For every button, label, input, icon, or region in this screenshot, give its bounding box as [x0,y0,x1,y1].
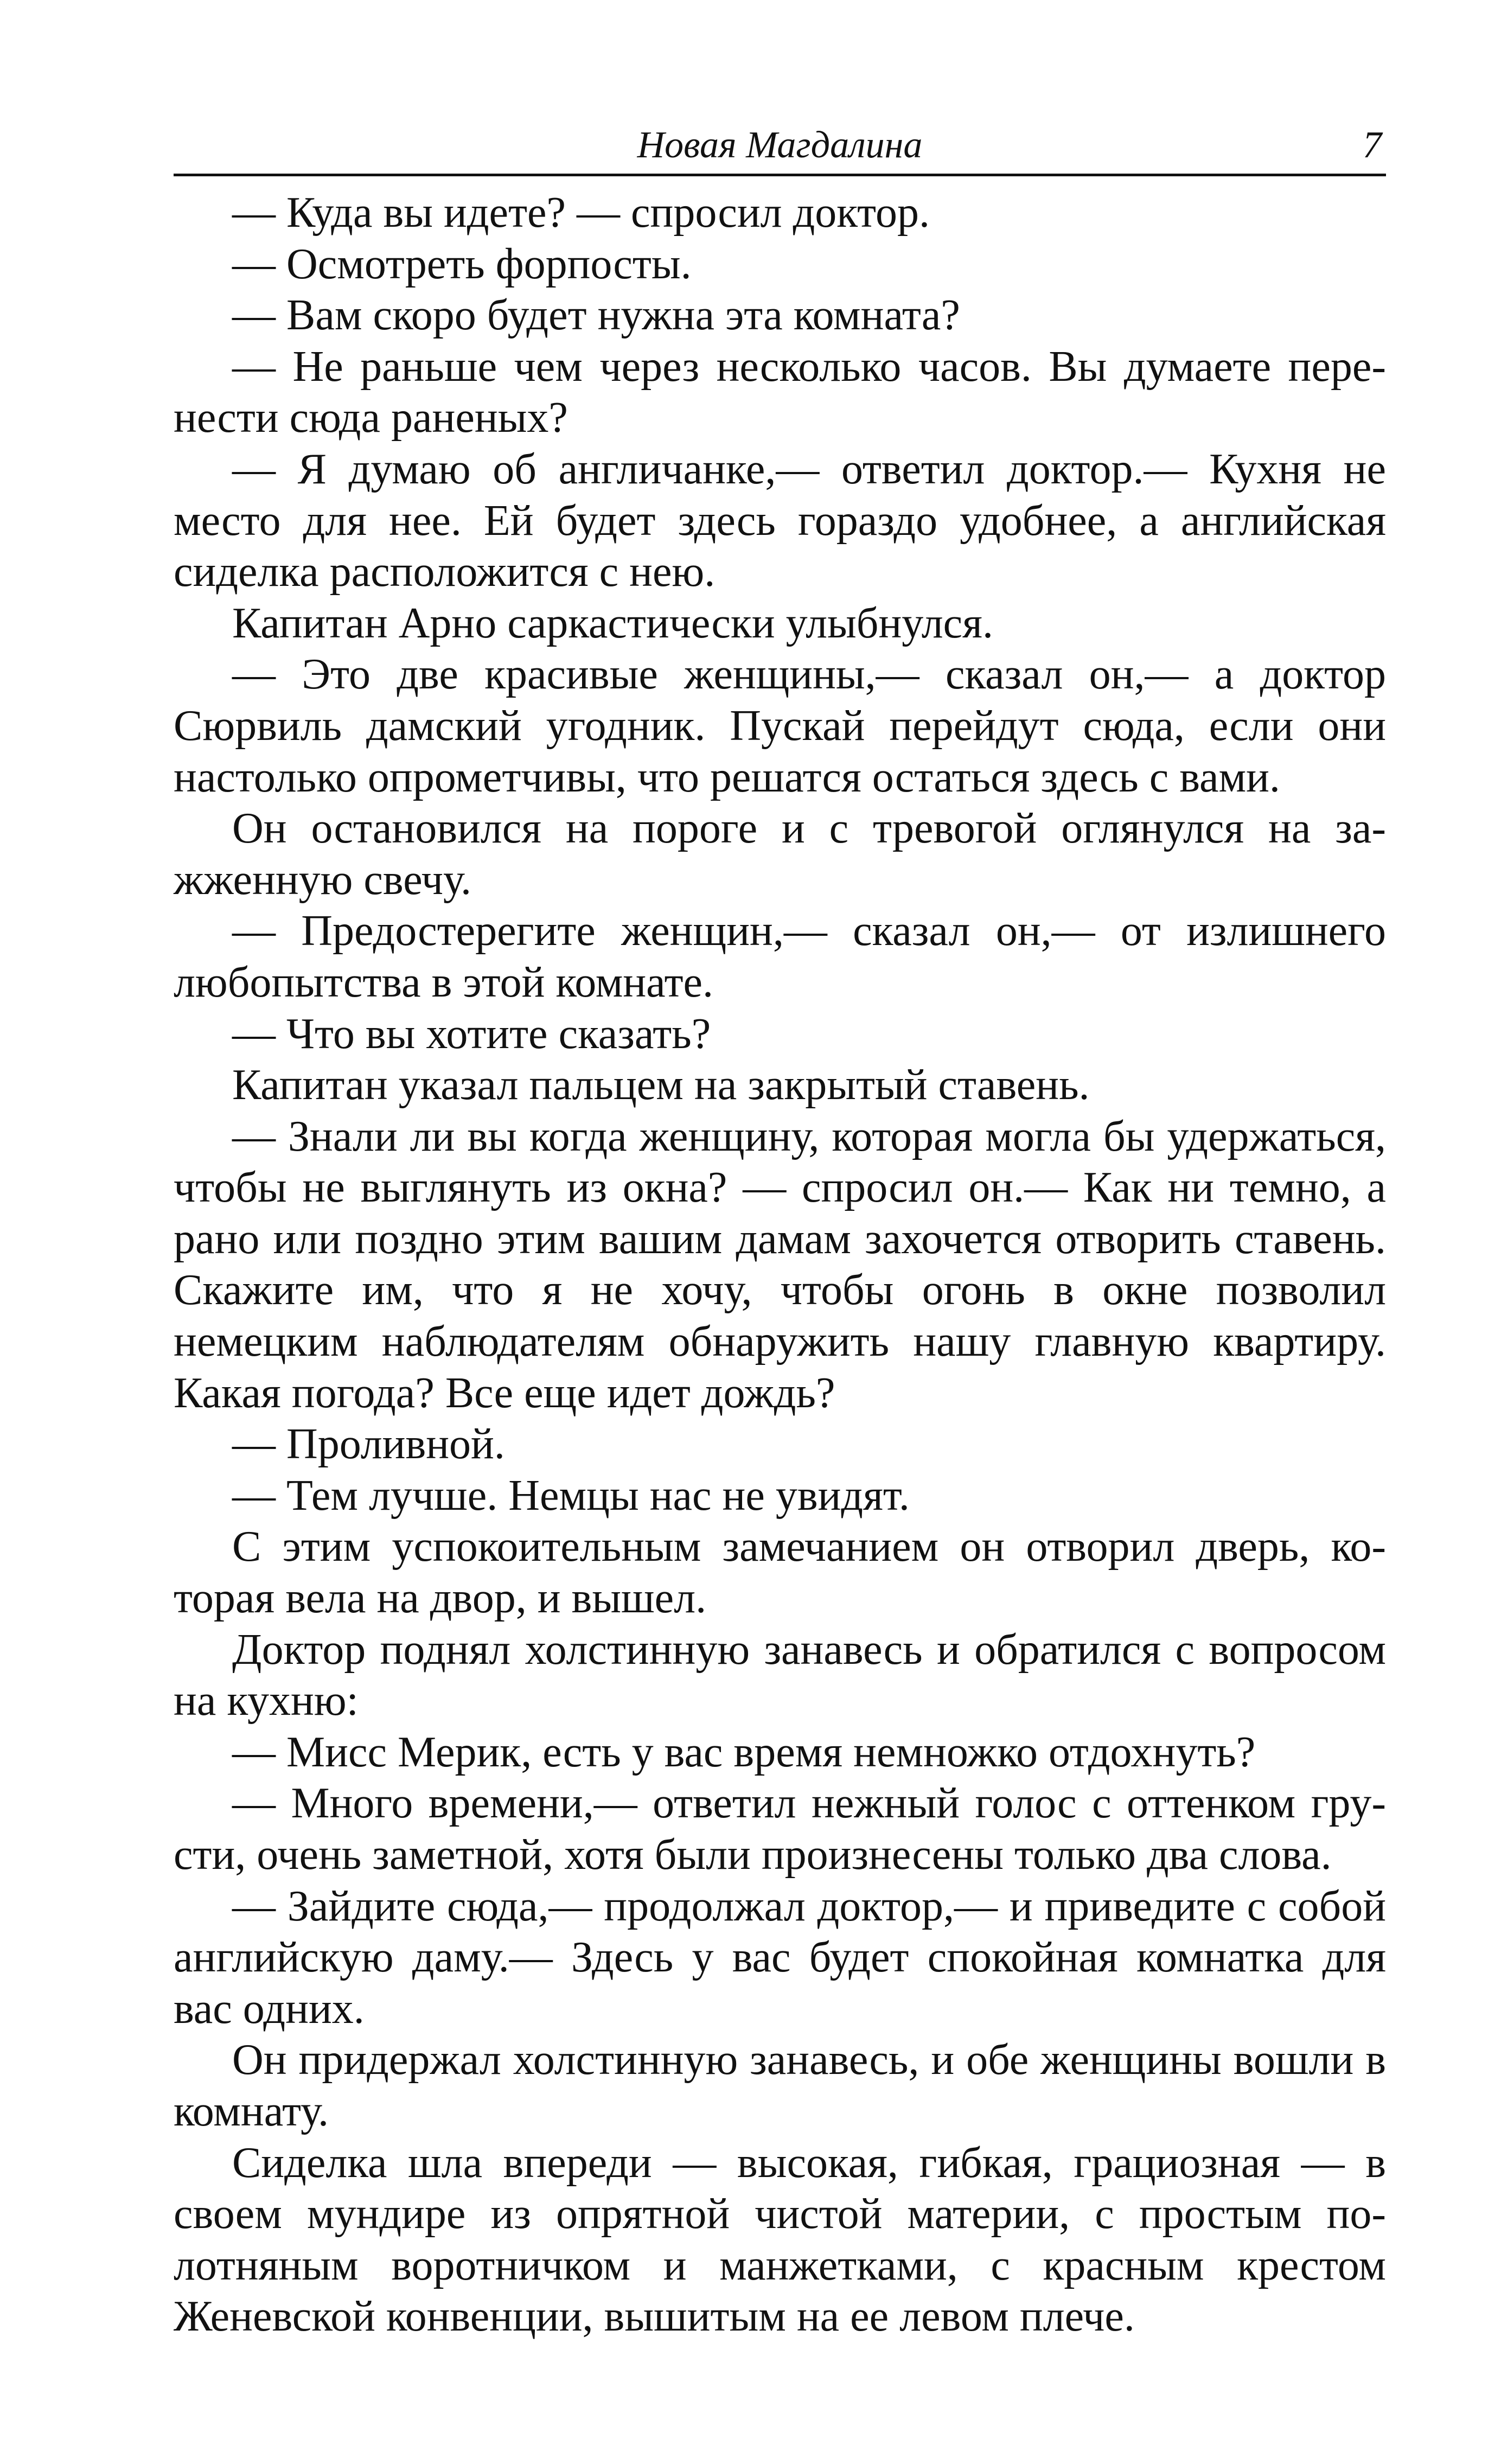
running-head [174,108,1386,176]
book-page [174,108,1386,2342]
paragraph: — Не раньше чем через несколько часов. Вы думаете перенести сюда раненых? [174,342,1386,442]
paragraph: — Это две красивые женщины,— сказал он,— а доктор Сюрвиль дамский угодник. Пускай перейдут сюда, если они настолько опрометчивы, что решатся остаться здесь с вами. [174,650,1386,801]
paragraph: — Зайдите сюда,— продолжал доктор,— и приведите с собой английскую даму.— Здесь у вас будет спокойная комнатка для вас одних. [174,1882,1386,2033]
paragraph: — Мисс Мерик, есть у вас время немножко отдохнуть? [232,1728,1256,1776]
paragraph: — Что вы хотите сказать? [232,1010,711,1058]
paragraph: Он остановился на пороге и с тревогой оглянулся на зажженную свечу. [174,805,1386,904]
paragraph: — Тем лучше. Немцы нас не увидят. [232,1471,910,1520]
paragraph: Капитан указал пальцем на закрытый ставень. [232,1061,1090,1109]
paragraph: — Предостерегите женщин,— сказал он,— от излишнего любопытства в этой комнате. [174,907,1386,1006]
paragraph: Доктор поднял холстинную занавесь и обратился с вопросом на кухню: [174,1625,1386,1725]
paragraph: — Много времени,— ответил нежный голос с оттенком грусти, очень заметной, хотя были произнесены только два слова. [174,1779,1386,1879]
paragraph: Сиделка шла впереди — высокая, гибкая, грациозная — в своем мундире из опрятной чистой материи, с простым полотняным воротничком и манжетками, с красным крестом Женевской конвенции, вышитым на ее левом плече. [174,2139,1386,2341]
paragraph: Он придержал холстинную занавесь, и обе женщины вошли в комнату. [174,2036,1386,2135]
paragraph: С этим успокоительным замечанием он отворил дверь, которая вела на двор, и вышел. [174,1523,1386,1623]
paragraph: — Проливной. [232,1420,505,1469]
paragraph: — Осмотреть форпосты. [232,240,692,288]
paragraph: Капитан Арно саркастически улыбнулся. [232,599,993,647]
running-title: Новая Магдалина [637,124,923,166]
body-text [174,187,1386,2342]
page-number: 7 [1363,124,1382,166]
paragraph: — Куда вы идете? — спросил доктор. [232,189,930,237]
paragraph: — Я думаю об англичанке,— ответил доктор.— Кухня не место для нее. Ей будет здесь гораздо удобнее, а английская сиделка расположится с нею. [174,445,1386,596]
paragraph: — Вам скоро будет нужна эта комната? [232,291,960,340]
paragraph: — Знали ли вы когда женщину, которая могла бы удержаться, чтобы не выглянуть из окна? — спросил он.— Как ни темно, а рано или поздно этим вашим дамам захочется отворить ставень. Скажите им, что я не хочу, чтобы огонь в окне позволил немецким наблюдателям обнаружить нашу главную квартиру. Какая погода? Все еще идет дождь? [174,1112,1386,1417]
